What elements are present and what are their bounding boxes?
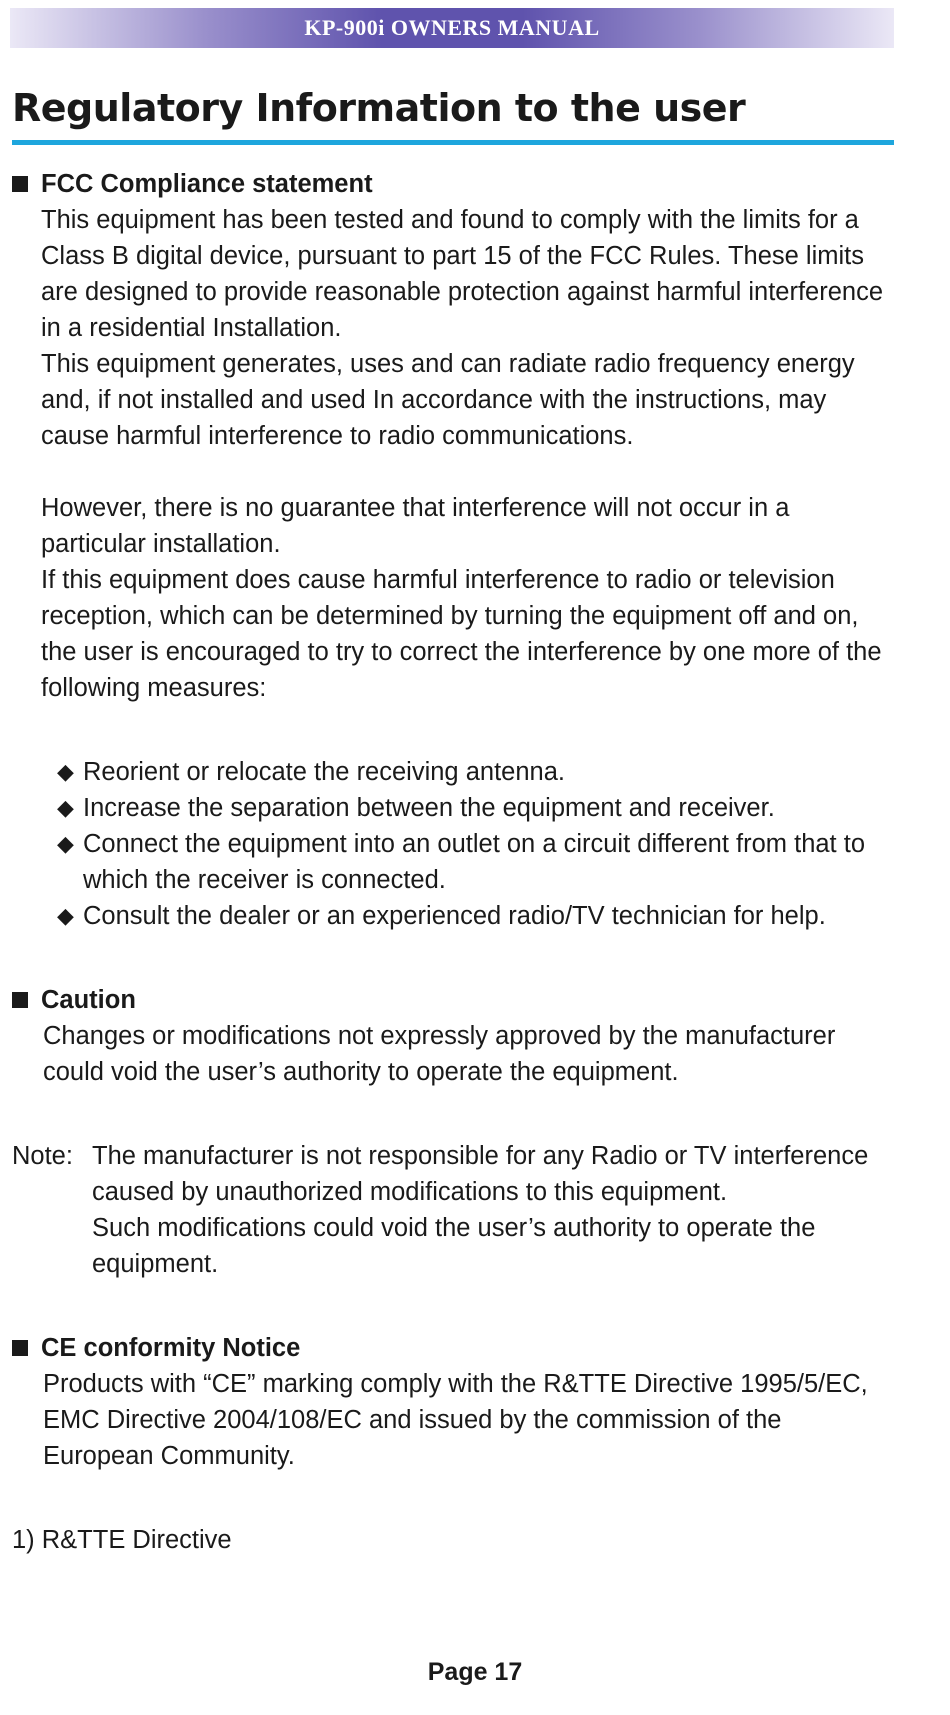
diamond-bullet-icon: ◆: [57, 903, 74, 928]
measure-text: Connect the equipment into an outlet on a circuit different from that to which the receiver is connected.: [83, 830, 865, 894]
caution-text: Changes or modifications not expressly approved by the manufacturer could void the user’s authority to operate the equipment.: [43, 1022, 836, 1086]
ce-text: Products with “CE” marking comply with the R&TTE Directive 1995/5/EC, EMC Directive 2004/108/EC and issued by the commission of the European Community.: [43, 1370, 868, 1470]
measures-list: [12, 754, 892, 934]
fcc-paragraph-4: If this equipment does cause harmful interference to radio or television reception, which can be determined by turning the equipment off and on, the user is encouraged to try to correct the interference by one more of the following measures:: [41, 566, 882, 702]
fcc-paragraph-1: This equipment has been tested and found to comply with the limits for a Class B digital device, pursuant to part 15 of the FCC Rules. These limits are designed to provide reasonable protection against harmful interference in a residential Installation.: [41, 206, 884, 342]
measure-text: Increase the separation between the equipment and receiver.: [83, 794, 775, 822]
measure-text: Consult the dealer or an experienced radio/TV technician for help.: [83, 902, 826, 930]
ce-section-heading: [12, 1330, 892, 1366]
header-bar: [10, 8, 894, 48]
fcc-paragraph-3: However, there is no guarantee that interference will not occur in a particular installation.: [41, 494, 790, 558]
note-text-2: Such modifications could void the user’s authority to operate the equipment.: [92, 1214, 816, 1278]
list-item: [57, 826, 892, 898]
caution-section-heading: [12, 982, 892, 1018]
list-item: [57, 754, 892, 790]
square-bullet-icon: [12, 176, 28, 192]
list-item: [57, 790, 892, 826]
diamond-bullet-icon: ◆: [57, 759, 74, 784]
fcc-section-heading: [12, 166, 892, 202]
page-content: [12, 166, 892, 1558]
page-number: Page 17: [427, 1658, 523, 1686]
list-item: [57, 898, 892, 934]
page-title: Regulatory Information to the user: [12, 86, 746, 130]
note-block: [12, 1138, 892, 1282]
ce-heading-text: CE conformity Notice: [41, 1334, 301, 1362]
note-label: Note:: [12, 1142, 73, 1170]
measure-text: Reorient or relocate the receiving antenna.: [83, 758, 565, 786]
diamond-bullet-icon: ◆: [57, 831, 74, 856]
rtte-directive-item: 1) R&TTE Directive: [12, 1526, 232, 1554]
fcc-paragraph-2: This equipment generates, uses and can radiate radio frequency energy and, if not installed and used In accordance with the instructions, may cause harmful interference to radio communications.: [41, 350, 855, 450]
square-bullet-icon: [12, 992, 28, 1008]
square-bullet-icon: [12, 1340, 28, 1356]
fcc-heading-text: FCC Compliance statement: [41, 170, 373, 198]
manual-title: KP-900i OWNERS MANUAL: [304, 15, 600, 40]
note-text-1: The manufacturer is not responsible for any Radio or TV interference caused by unauthorized modifications to this equipment.: [92, 1142, 869, 1206]
caution-heading-text: Caution: [41, 986, 136, 1014]
title-underline: [12, 140, 894, 145]
diamond-bullet-icon: ◆: [57, 795, 74, 820]
